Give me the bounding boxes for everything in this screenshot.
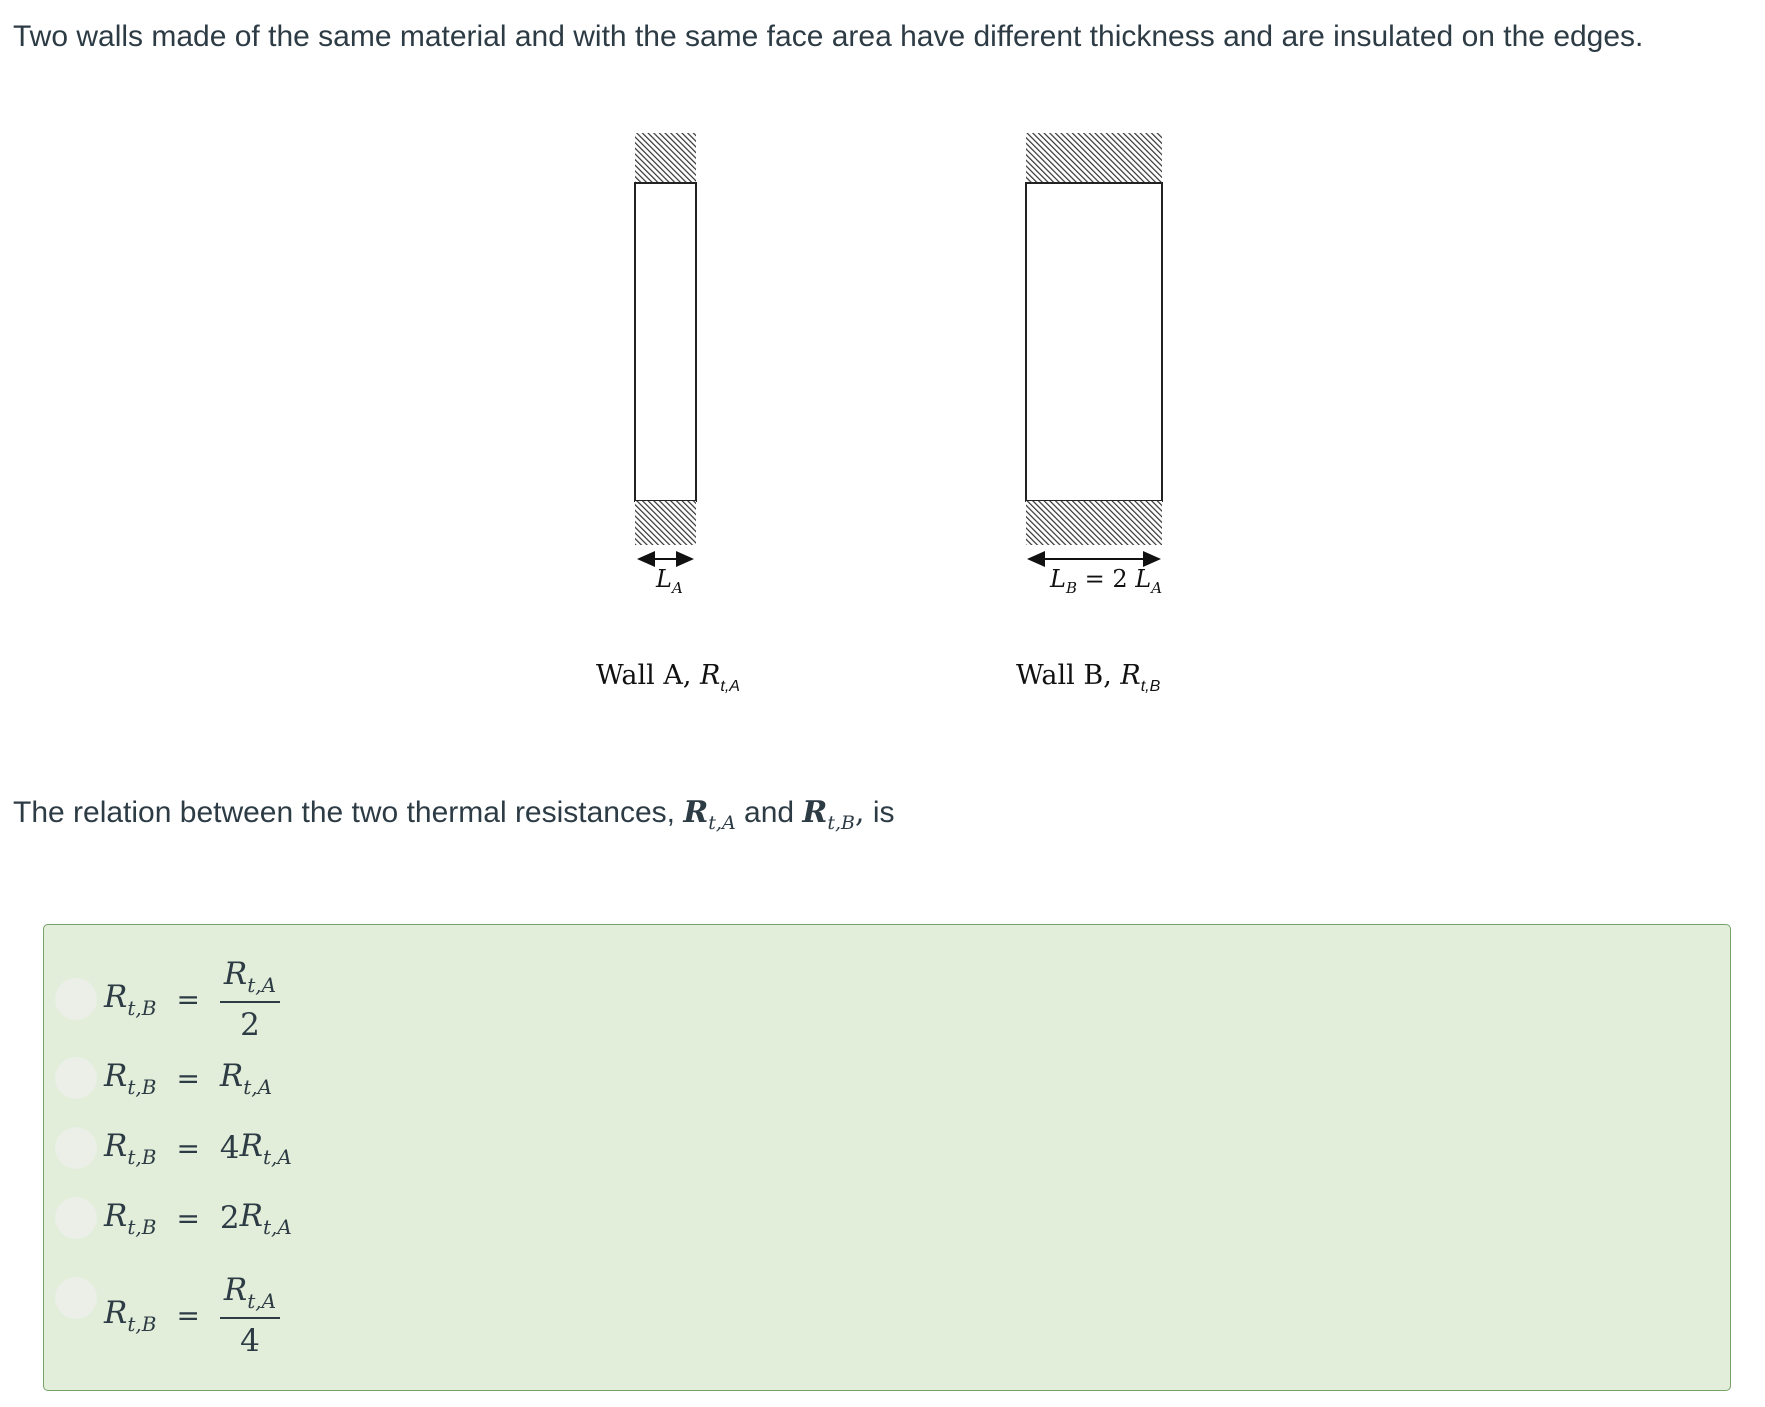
answer-formula: $R_{t,B}$ = $R_{t,A}$ <box>104 1057 273 1099</box>
wall-b-bottom-insulation <box>1026 501 1162 545</box>
prompt-text-and: and <box>735 796 803 829</box>
wall-b-thickness-label: $L_B = 2$ $L_A$ <box>1050 565 1163 597</box>
answer-formula: $R_{t,B}$ = $\frac{R_{t,A}}{2}$ <box>104 956 280 1043</box>
radio-button[interactable] <box>55 1057 97 1099</box>
radio-button[interactable] <box>55 1197 97 1239</box>
prompt-symbol-rtb: $R_{t,B}$, <box>802 795 865 834</box>
walls-figure <box>560 125 1220 715</box>
radio-button[interactable] <box>55 1277 97 1319</box>
radio-button[interactable] <box>55 978 97 1020</box>
answer-option-1[interactable] <box>44 955 1730 1043</box>
wall-b-top-insulation <box>1026 133 1162 183</box>
wall-b <box>1026 133 1162 559</box>
answer-option-4[interactable] <box>44 1190 1730 1246</box>
wall-a-top-insulation <box>635 133 696 183</box>
prompt-text-after: is <box>864 796 895 829</box>
question-intro: Two walls made of the same material and with the same face area have different thickness and are insulated on the edges. <box>13 20 1644 53</box>
radio-button[interactable] <box>55 1127 97 1169</box>
prompt-symbol-rta: $R_{t,A}$ <box>683 795 736 834</box>
wall-a-caption: Wall A, $R_{t,A}$ <box>596 660 740 695</box>
answer-formula: $R_{t,B}$ = 4 $R_{t,A}$ <box>104 1127 292 1169</box>
answer-option-5[interactable] <box>44 1271 1730 1359</box>
wall-b-caption: Wall B, $R_{t,B}$ <box>1016 660 1161 695</box>
question-prompt <box>13 795 895 841</box>
answer-option-3[interactable] <box>44 1120 1730 1176</box>
wall-a-body <box>635 183 696 501</box>
wall-a-thickness-label: $L_A$ <box>656 565 683 597</box>
answer-formula: $R_{t,B}$ = $\frac{R_{t,A}}{4}$ <box>104 1272 280 1359</box>
answer-formula: $R_{t,B}$ = 2 $R_{t,A}$ <box>104 1197 292 1239</box>
answer-option-2[interactable] <box>44 1050 1730 1106</box>
answer-choices <box>43 924 1731 1391</box>
wall-a <box>635 133 696 559</box>
wall-b-body <box>1026 183 1162 501</box>
wall-a-bottom-insulation <box>635 501 696 545</box>
prompt-text-before: The relation between the two thermal resistances, <box>13 796 684 829</box>
